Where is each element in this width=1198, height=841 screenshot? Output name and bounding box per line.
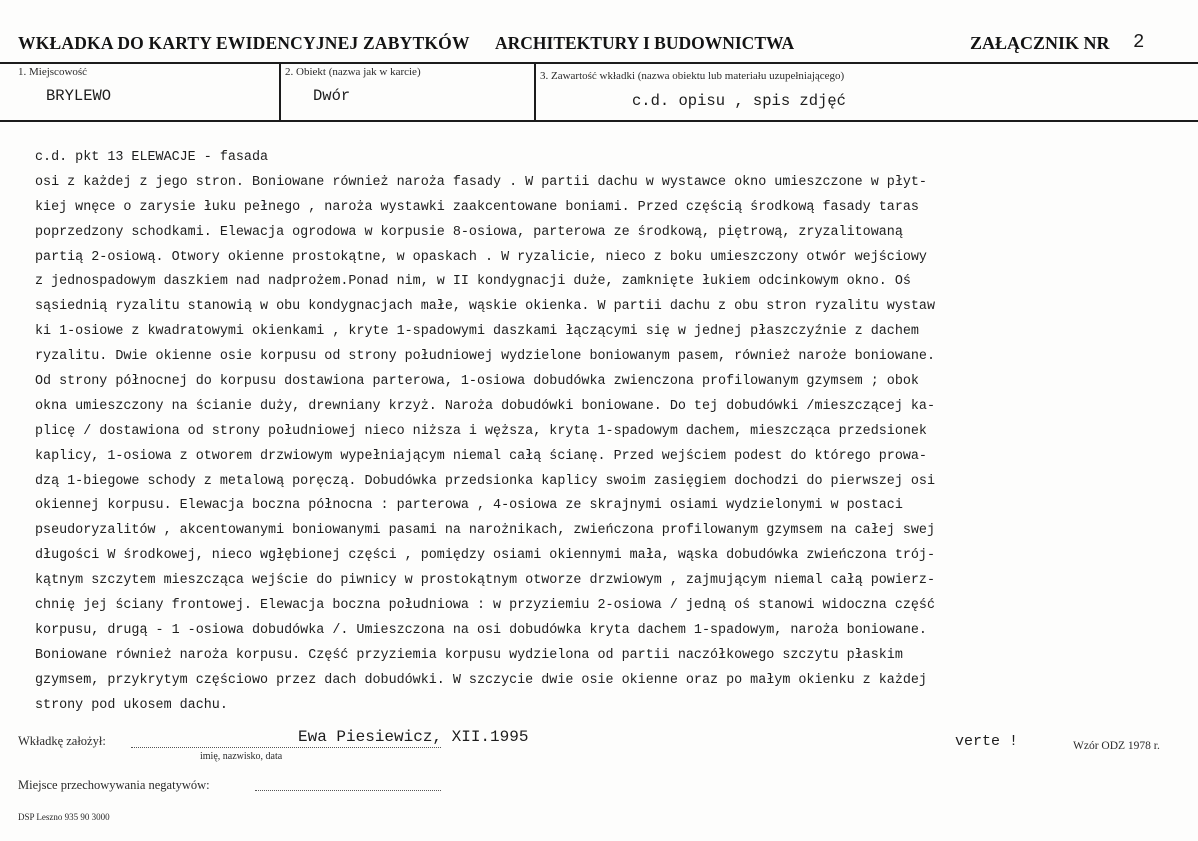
text-line: kiej wnęce o zarysie łuku pełnego , naroża wystawki zaakcentowane boniami. Przed częścią środkową fasady taras [35,199,919,215]
location-value: BRYLEWO [46,87,112,105]
text-line: c.d. pkt 13 ELEWACJE - fasada [35,150,269,165]
negatives-label: Miejsce przechowywania negatywów: [18,778,210,792]
text-line: sąsiednią ryzalitu stanowią w obu kondygnacjach małe, wąskie okienka. W partii dachu z obu stron ryzalitu wystaw [35,299,935,315]
fields-rule [0,120,1198,122]
text-line: z jednospadowym daszkiem nad nadprożem.Ponad nim, w II kondygnacji duże, zamknięte łukiem odcinkowym okno. Oś [35,274,911,290]
card-title: WKŁADKA DO KARTY EWIDENCYJNEJ ZABYTKÓW [18,33,470,53]
contents-label: 3. Zawartość wkładki (nazwa obiektu lub materiału uzupełniającego) [540,70,845,82]
text-line: osi z każdej z jego stron. Boniowane również naroża fasady . W partii dachu w wystawce okno umieszczone w płyt- [35,174,927,190]
text-line: Od strony północnej do korpusu dostawiona parterowa, 1-osiowa dobudówka zwienczona profilowanym gzymsem ; obok [35,374,919,390]
location-label: 1. Miejscowość [18,66,88,78]
text-line: kaplicy, 1-osiowa z otworem drzwiowym wypełniającym niemal całą ścianę. Przed wejściem podest do którego prowa- [35,448,927,464]
text-line: korpusu, drugą - 1 -osiowa dobudówka /. Umieszczona na osi dobudówka kryta dachem 1-spadowym, naroża boniowane. [35,622,927,638]
text-line: Boniowane również naroża korpusu. Część przyziemia korpusu wydzielona od partii naczółkowego szczytu płaskim [35,647,903,663]
card-header [0,0,1198,62]
annex-label: ZAŁĄCZNIK NR [970,33,1110,53]
form-model: Wzór ODZ 1978 r. [1073,740,1160,752]
field-divider-2 [534,64,536,120]
text-line: okiennej korpusu. Elewacja boczna północna : parterowa , 4-osiowa ze skrajnymi osiami wydzielonymi w postaci [35,498,903,514]
negatives-dotted-line [255,790,441,791]
text-line: kątnym szczytem mieszcząca wejście do piwnicy w prostokątnym otworze drzwiowym , zajmującym niemal całą powierz- [35,573,935,589]
object-label: 2. Obiekt (nazwa jak w karcie) [285,66,421,78]
object-value: Dwór [313,87,351,105]
text-line: strony pod ukosem dachu. [35,697,228,713]
text-line: dzą 1-biegowe schody z metalową poręczą. Dobudówka przedsionka kaplicy swoim zasięgiem dochodzi do pierwszej osi [35,473,935,489]
insert-created-label: Wkładkę założył: [18,734,106,748]
description-text [35,146,1185,718]
contents-value: c.d. opisu , spis zdjęć [632,92,846,110]
text-line: gzymsem, przykrytym częściowo przez dach dobudówki. W szczycie dwie osie okienne oraz po małym okienku z każdej [35,672,927,688]
text-line: okna umieszczony na ścianie duży, drewniany krzyż. Naroża dobudówki boniowane. Do tej dobudówki /mieszczącej ka- [35,398,935,414]
author-caption: imię, nazwisko, data [200,751,283,762]
author-dotted-line [131,747,441,748]
annex-number: 2 [1133,31,1145,53]
text-line: ryzalitu. Dwie okienne osie korpusu od strony południowej wydzielone boniowanym pasem, również naroże boniowane. [35,349,935,365]
card-title-category: ARCHITEKTURY I BUDOWNICTWA [495,33,795,53]
printer-imprint: DSP Leszno 935 90 3000 [18,812,110,822]
text-line: poprzedzony schodkami. Elewacja ogrodowa w korpusie 8-osiowa, parterowa ze środkową, piętrową, zryzalitowaną [35,224,903,240]
header-rule [0,62,1198,64]
text-line: pseudoryzalitów , akcentowanymi boniowanymi pasami na narożnikach, zwieńczona profilowanym gzymsem na całej swej [35,523,935,539]
text-line: chnię jej ściany frontowej. Elewacja boczna południowa : w przyziemiu 2-osiowa / jedną oś stanowi widoczna część [35,598,935,614]
field-divider-1 [279,64,281,120]
text-line: plicę / dostawiona od strony południowej nieco niższa i węższa, kryta 1-spadowym dachem, mieszcząca przedsionek [35,423,927,439]
text-line: partią 2-osiową. Otwory okienne prostokątne, w opaskach . W ryzalicie, nieco z boku umieszczony otwór wejściowy [35,249,927,265]
verte-note: verte ! [955,733,1019,750]
text-line: ki 1-osiowe z kwadratowymi okienkami , kryte 1-spadowymi daszkami łączącymi się w jednej płaszczyźnie z dachem [35,324,919,340]
author-value: Ewa Piesiewicz, XII.1995 [298,728,529,746]
text-line: długości W środkowej, nieco wgłębionej części , pomiędzy osiami okiennymi mała, wąska dobudówka zwieńczona trój- [35,548,935,564]
